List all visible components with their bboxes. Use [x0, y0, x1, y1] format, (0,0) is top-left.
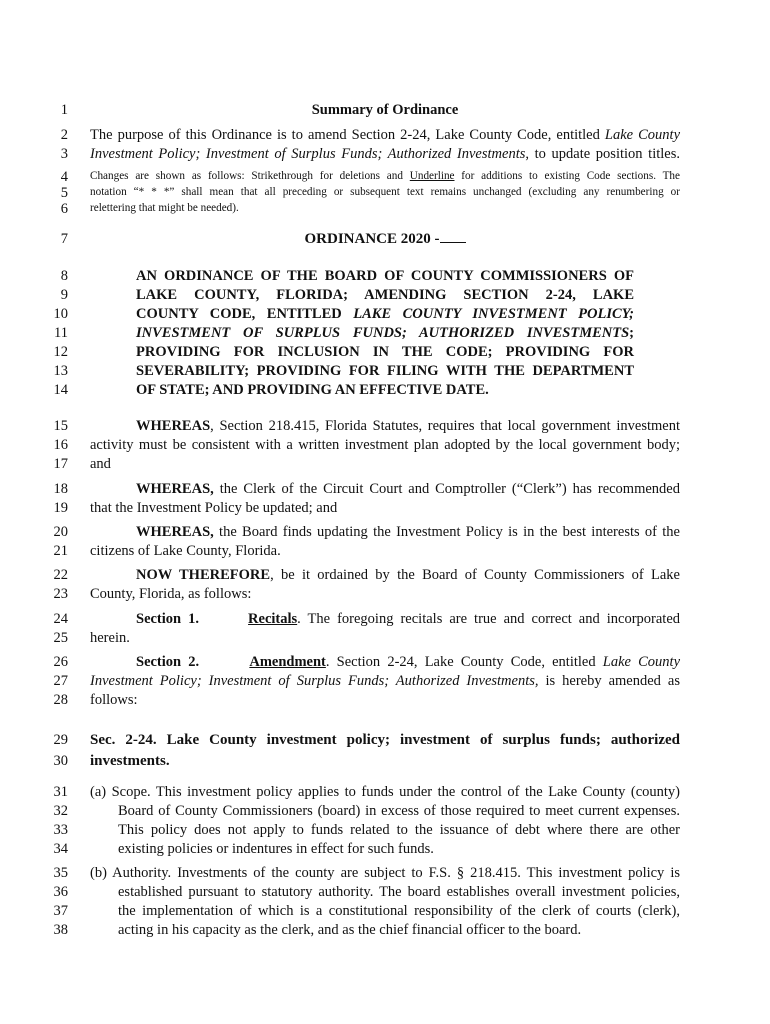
- note-underline-example: Underline: [409, 170, 455, 182]
- subsection-a-text: (a) Scope. This investment policy applies to funds under the control of the Lake County (county): [90, 784, 680, 800]
- section-1-title: Recitals: [248, 611, 298, 627]
- line-number: 35: [53, 865, 68, 881]
- line-number: 3: [60, 146, 68, 162]
- line-number: 32: [53, 803, 68, 819]
- caption-text: ;: [629, 325, 634, 341]
- line-number: 20: [53, 524, 68, 540]
- note-text: Changes are shown as follows: Strikethrough for deletions and: [90, 170, 410, 182]
- subsection-b-text: acting in his capacity as the clerk, and as the chief financial officer to the board.: [118, 922, 582, 938]
- line-number: 24: [53, 611, 68, 627]
- whereas-text: and: [90, 456, 111, 472]
- section-1-text: . The foregoing recitals are true and correct and incorporated: [297, 611, 681, 627]
- line-number: 15: [53, 418, 68, 434]
- note-text: relettering that might be needed).: [90, 202, 239, 214]
- line-number: 5: [60, 185, 68, 201]
- whereas-text: the Clerk of the Circuit Court and Comptroller (“Clerk”) has recommended: [213, 481, 680, 497]
- caption-text: COUNTY CODE, ENTITLED: [136, 306, 354, 322]
- line-number: 10: [53, 306, 68, 322]
- subsection-b-text: established pursuant to statutory authority. The board establishes overall investment policies,: [118, 884, 680, 900]
- section-2-title: Amendment: [249, 654, 326, 670]
- line-number: 1: [60, 102, 68, 118]
- now-therefore-text: County, Florida, as follows:: [90, 586, 252, 602]
- line-number: 16: [53, 437, 68, 453]
- summary-code-title: Investment Policy; Investment of Surplus Funds; Authorized Investments: [90, 146, 526, 162]
- code-section-heading: Sec. 2-24. Lake County investment policy; investment of surplus funds; authorized: [90, 732, 680, 748]
- line-number: 19: [53, 500, 68, 516]
- note-text: notation “* * *” shall mean that all preceding or subsequent text remains unchanged (excluding any renumbering or: [90, 186, 680, 198]
- ordinance-number-blank: [440, 230, 466, 243]
- line-number: 30: [53, 753, 68, 769]
- line-number: 37: [53, 903, 68, 919]
- line-number: 7: [60, 231, 68, 247]
- line-number: 22: [53, 567, 68, 583]
- line-number: 11: [54, 325, 68, 341]
- line-number: 4: [60, 169, 68, 185]
- summary-code-title: Lake County: [604, 127, 681, 143]
- subsection-b-text: the implementation of which is a constitutional responsibility of the clerk of courts (clerk),: [118, 903, 680, 919]
- whereas-label: WHEREAS,: [136, 481, 214, 497]
- code-section-heading: investments.: [90, 753, 170, 769]
- now-therefore-label: NOW THEREFORE: [136, 567, 271, 583]
- whereas-text: activity must be consistent with a written investment plan adopted by the local government body;: [90, 437, 680, 453]
- section-2-text: follows:: [90, 692, 138, 708]
- summary-text: , to update position titles.: [525, 146, 680, 162]
- line-number: 18: [53, 481, 68, 497]
- ordinance-title: ORDINANCE 2020 -: [304, 231, 440, 247]
- subsection-a-text: This policy does not apply to funds related to the issuance of debt where there are other: [118, 822, 680, 838]
- caption-text: LAKE COUNTY, FLORIDA; AMENDING SECTION 2-24, LAKE: [136, 287, 634, 303]
- whereas-label: WHEREAS: [136, 418, 211, 434]
- line-number: 13: [53, 363, 68, 379]
- line-number: 38: [53, 922, 68, 938]
- line-number: 36: [53, 884, 68, 900]
- line-number: 26: [53, 654, 68, 670]
- section-1-text: herein.: [90, 630, 130, 646]
- line-number: 27: [53, 673, 68, 689]
- section-1-label: Section 1.: [136, 611, 199, 627]
- line-number: 28: [53, 692, 68, 708]
- summary-title: Summary of Ordinance: [311, 102, 459, 118]
- whereas-text: the Board finds updating the Investment Policy is in the best interests of the: [213, 524, 680, 540]
- line-number: 23: [53, 586, 68, 602]
- subsection-a-text: Board of County Commissioners (board) in excess of those required to meet current expenses.: [118, 803, 680, 819]
- section-2-label: Section 2.: [136, 654, 200, 670]
- whereas-text: that the Investment Policy be updated; and: [90, 500, 338, 516]
- section-2-code-title: Lake County: [602, 654, 681, 670]
- caption-italic: LAKE COUNTY INVESTMENT POLICY;: [353, 306, 634, 322]
- line-number: 33: [53, 822, 68, 838]
- whereas-text: citizens of Lake County, Florida.: [90, 543, 281, 559]
- line-number: 17: [53, 456, 68, 472]
- line-number: 29: [53, 732, 68, 748]
- section-2-text: is hereby amended as: [538, 673, 680, 689]
- whereas-text: , Section 218.415, Florida Statutes, requires that local government investment: [210, 418, 680, 434]
- subsection-b-text: (b) Authority. Investments of the county are subject to F.S. § 218.415. This investment policy is: [90, 865, 680, 881]
- now-therefore-text: , be it ordained by the Board of County Commissioners of Lake: [270, 567, 680, 583]
- line-number: 2: [60, 127, 68, 143]
- line-number: 25: [53, 630, 68, 646]
- line-number: 6: [60, 201, 68, 217]
- line-number: 9: [60, 287, 68, 303]
- line-number: 14: [53, 382, 68, 398]
- section-2-code-title: Investment Policy; Investment of Surplus Funds; Authorized Investments,: [90, 673, 539, 689]
- whereas-label: WHEREAS,: [136, 524, 214, 540]
- note-text: for additions to existing Code sections. The: [454, 170, 680, 182]
- subsection-a-text: existing policies or indentures in effect for such funds.: [118, 841, 434, 857]
- caption-text: SEVERABILITY; PROVIDING FOR FILING WITH THE DEPARTMENT: [136, 363, 634, 379]
- section-2-text: . Section 2-24, Lake County Code, entitled: [325, 654, 603, 670]
- line-number: 8: [60, 268, 68, 284]
- line-number: 31: [53, 784, 68, 800]
- caption-text: AN ORDINANCE OF THE BOARD OF COUNTY COMMISSIONERS OF: [136, 268, 634, 284]
- line-number: 21: [53, 543, 68, 559]
- caption-text: PROVIDING FOR INCLUSION IN THE CODE; PROVIDING FOR: [136, 344, 634, 360]
- summary-text: The purpose of this Ordinance is to amend Section 2-24, Lake County Code, entitled: [90, 127, 605, 143]
- line-number: 34: [53, 841, 68, 857]
- line-number: 12: [53, 344, 68, 360]
- caption-italic: INVESTMENT OF SURPLUS FUNDS; AUTHORIZED INVESTMENTS: [136, 325, 630, 341]
- caption-text: OF STATE; AND PROVIDING AN EFFECTIVE DATE.: [136, 382, 489, 398]
